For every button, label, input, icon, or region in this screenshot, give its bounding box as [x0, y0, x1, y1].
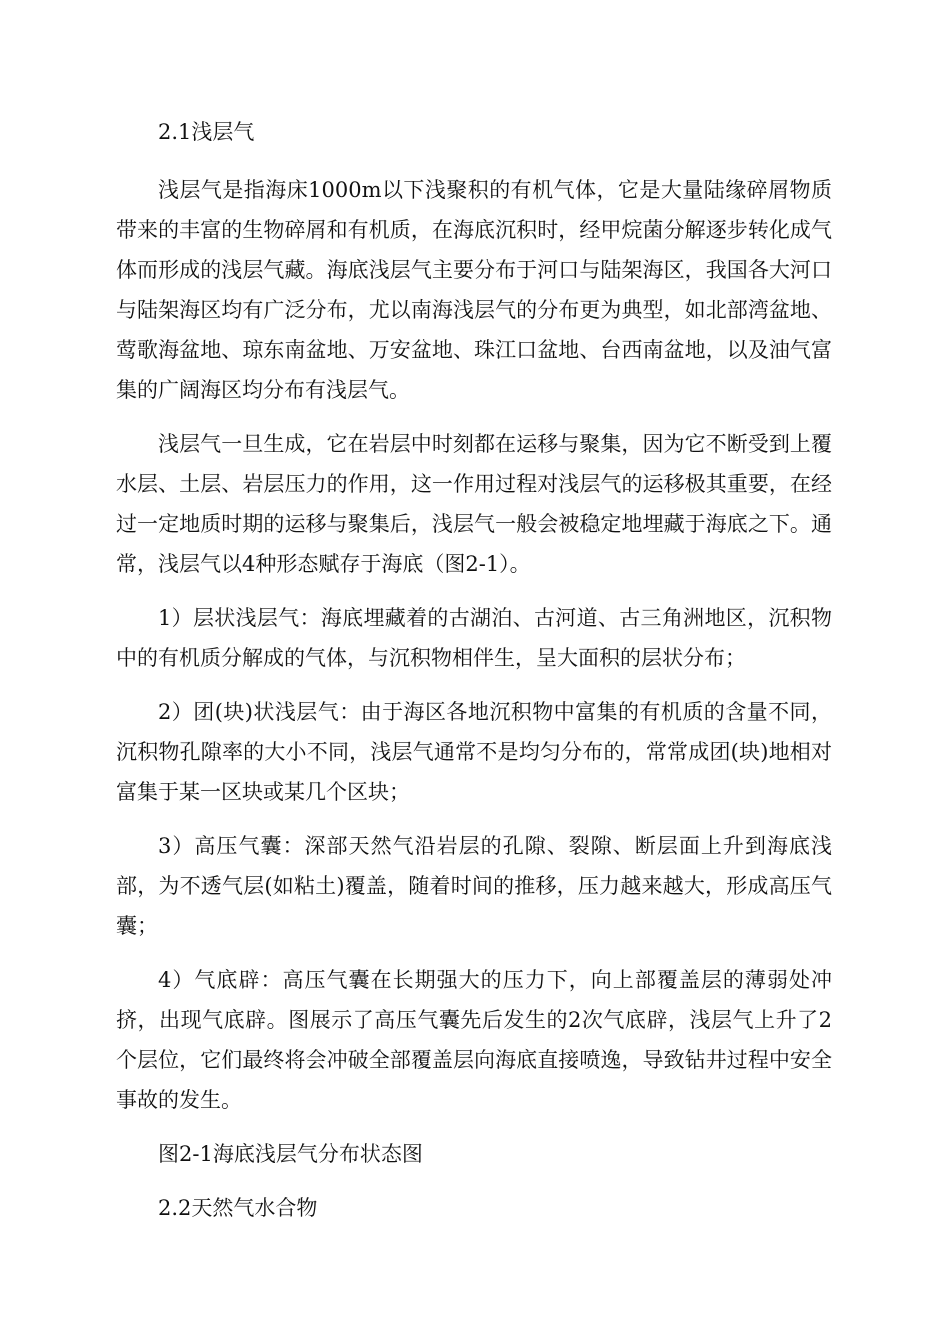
- section-heading-2-1: 2.1浅层气: [158, 120, 255, 144]
- list-item-gas-diapir: 4）气底辟：高压气囊在长期强大的压力下，向上部覆盖层的薄弱处冲挤，出现气底辟。图展示了高压气囊先后发生的2次气底辟，浅层气上升了2个层位，它们最终将会冲破全部覆盖层向海底直接喷逸，导致钻井过程中安全事故的发生。: [116, 968, 832, 1112]
- list-item-layered-gas: 1）层状浅层气：海底埋藏着的古湖泊、古河道、古三角洲地区，沉积物中的有机质分解成的气体，与沉积物相伴生，呈大面积的层状分布；: [116, 606, 832, 670]
- section-heading-2-2: 2.2天然气水合物: [158, 1196, 318, 1220]
- document-body: [116, 112, 832, 1242]
- figure-caption: 图2-1海底浅层气分布状态图: [158, 1142, 423, 1166]
- list-item-high-pressure-pocket: 3）高压气囊：深部天然气沿岩层的孔隙、裂隙、断层面上升到海底浅部，为不透气层(如粘土)覆盖，随着时间的推移，压力越来越大，形成高压气囊；: [116, 834, 832, 938]
- paragraph-shallow-gas-migration: 浅层气一旦生成，它在岩层中时刻都在运移与聚集，因为它不断受到上覆水层、土层、岩层压力的作用，这一作用过程对浅层气的运移极其重要，在经过一定地质时期的运移与聚集后，浅层气一般会被稳定地埋藏于海底之下。通常，浅层气以4种形态赋存于海底（图2-1）。: [116, 432, 832, 576]
- list-item-block-gas: 2）团(块)状浅层气：由于海区各地沉积物中富集的有机质的含量不同，沉积物孔隙率的大小不同，浅层气通常不是均匀分布的，常常成团(块)地相对富集于某一区块或某几个区块；: [116, 700, 832, 804]
- paragraph-shallow-gas-definition: 浅层气是指海床1000m以下浅聚积的有机气体，它是大量陆缘碎屑物质带来的丰富的生物碎屑和有机质，在海底沉积时，经甲烷菌分解逐步转化成气体而形成的浅层气藏。海底浅层气主要分布于河口与陆架海区，我国各大河口与陆架海区均有广泛分布，尤以南海浅层气的分布更为典型，如北部湾盆地、莺歌海盆地、琼东南盆地、万安盆地、珠江口盆地、台西南盆地，以及油气富集的广阔海区均分布有浅层气。: [116, 178, 832, 402]
